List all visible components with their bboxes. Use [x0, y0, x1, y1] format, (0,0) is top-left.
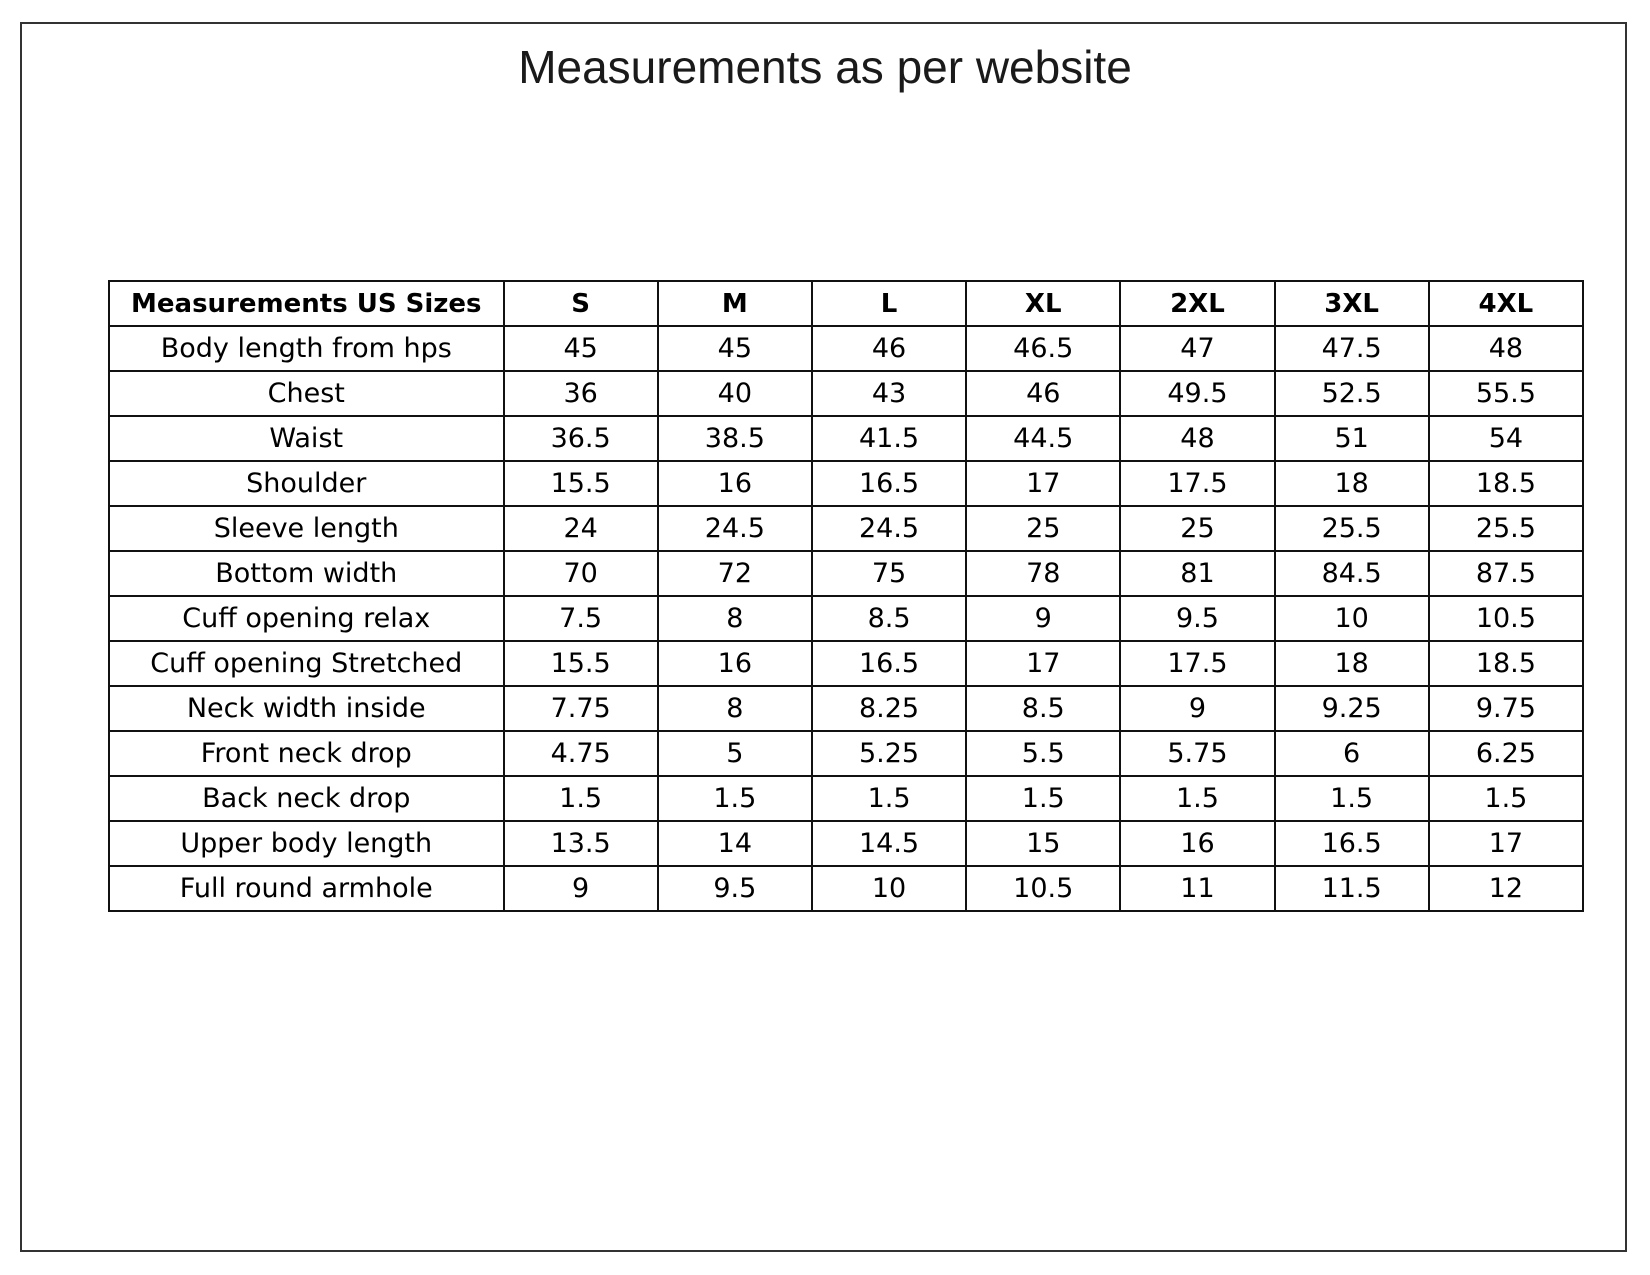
table-cell: 45 [658, 326, 812, 371]
table-cell: 46 [812, 326, 966, 371]
table-row [109, 776, 1583, 821]
table-cell: 44.5 [966, 416, 1120, 461]
table-cell: 36.5 [504, 416, 658, 461]
table-cell: 43 [812, 371, 966, 416]
table-cell: 17.5 [1120, 641, 1274, 686]
header-size-2xl: 2XL [1120, 281, 1274, 326]
table-cell: 18.5 [1429, 641, 1583, 686]
table-cell: 15.5 [504, 461, 658, 506]
table-cell: 5.25 [812, 731, 966, 776]
header-size-3xl: 3XL [1275, 281, 1429, 326]
table-cell: 9 [504, 866, 658, 911]
table-row [109, 506, 1583, 551]
header-measurements: Measurements US Sizes [109, 281, 504, 326]
table-cell: 17 [966, 461, 1120, 506]
table-row [109, 326, 1583, 371]
table-cell: 25 [1120, 506, 1274, 551]
table-cell: 8 [658, 596, 812, 641]
table-cell: 9.5 [658, 866, 812, 911]
table-cell: 5.5 [966, 731, 1120, 776]
table-cell: 10.5 [966, 866, 1120, 911]
table-cell: 16.5 [812, 461, 966, 506]
table-row [109, 596, 1583, 641]
header-size-l: L [812, 281, 966, 326]
header-size-s: S [504, 281, 658, 326]
table-cell: 1.5 [1429, 776, 1583, 821]
table-cell: 1.5 [812, 776, 966, 821]
row-label: Shoulder [109, 461, 504, 506]
table-cell: 78 [966, 551, 1120, 596]
table-cell: 52.5 [1275, 371, 1429, 416]
table-cell: 13.5 [504, 821, 658, 866]
table-cell: 41.5 [812, 416, 966, 461]
table-cell: 40 [658, 371, 812, 416]
table-cell: 5 [658, 731, 812, 776]
table-cell: 18 [1275, 641, 1429, 686]
row-label: Neck width inside [109, 686, 504, 731]
table-cell: 24.5 [658, 506, 812, 551]
table-cell: 8.25 [812, 686, 966, 731]
table-cell: 16.5 [1275, 821, 1429, 866]
table-cell: 6 [1275, 731, 1429, 776]
table-cell: 16 [658, 641, 812, 686]
table-cell: 25 [966, 506, 1120, 551]
table-cell: 9.25 [1275, 686, 1429, 731]
table-cell: 14 [658, 821, 812, 866]
table-row [109, 731, 1583, 776]
table-cell: 16 [1120, 821, 1274, 866]
table-cell: 16 [658, 461, 812, 506]
table-cell: 75 [812, 551, 966, 596]
table-cell: 24.5 [812, 506, 966, 551]
table-cell: 46 [966, 371, 1120, 416]
table-cell: 46.5 [966, 326, 1120, 371]
row-label: Cuff opening relax [109, 596, 504, 641]
table-row [109, 866, 1583, 911]
table-cell: 8.5 [812, 596, 966, 641]
table-cell: 6.25 [1429, 731, 1583, 776]
table-cell: 10 [812, 866, 966, 911]
row-label: Chest [109, 371, 504, 416]
table-cell: 51 [1275, 416, 1429, 461]
table-cell: 15.5 [504, 641, 658, 686]
table-cell: 54 [1429, 416, 1583, 461]
row-label: Front neck drop [109, 731, 504, 776]
row-label: Back neck drop [109, 776, 504, 821]
table-row [109, 416, 1583, 461]
table-cell: 12 [1429, 866, 1583, 911]
table-cell: 48 [1120, 416, 1274, 461]
table-cell: 70 [504, 551, 658, 596]
table-body [109, 326, 1583, 911]
row-label: Body length from hps [109, 326, 504, 371]
table-cell: 11 [1120, 866, 1274, 911]
table-cell: 15 [966, 821, 1120, 866]
table-cell: 9 [1120, 686, 1274, 731]
table-cell: 25.5 [1275, 506, 1429, 551]
table-cell: 17 [966, 641, 1120, 686]
table-cell: 7.75 [504, 686, 658, 731]
table-cell: 47.5 [1275, 326, 1429, 371]
header-size-xl: XL [966, 281, 1120, 326]
table-cell: 47 [1120, 326, 1274, 371]
table-cell: 84.5 [1275, 551, 1429, 596]
table-cell: 9 [966, 596, 1120, 641]
row-label: Upper body length [109, 821, 504, 866]
table-cell: 17 [1429, 821, 1583, 866]
row-label: Full round armhole [109, 866, 504, 911]
table-cell: 45 [504, 326, 658, 371]
table-row [109, 641, 1583, 686]
table-header-row [109, 281, 1583, 326]
table-cell: 1.5 [966, 776, 1120, 821]
table-cell: 14.5 [812, 821, 966, 866]
table-cell: 81 [1120, 551, 1274, 596]
table-cell: 11.5 [1275, 866, 1429, 911]
table-cell: 18 [1275, 461, 1429, 506]
table-row [109, 821, 1583, 866]
row-label: Waist [109, 416, 504, 461]
table-row [109, 551, 1583, 596]
table-cell: 16.5 [812, 641, 966, 686]
table-cell: 18.5 [1429, 461, 1583, 506]
table-cell: 72 [658, 551, 812, 596]
header-size-m: M [658, 281, 812, 326]
table-cell: 17.5 [1120, 461, 1274, 506]
table-row [109, 686, 1583, 731]
header-size-4xl: 4XL [1429, 281, 1583, 326]
table-cell: 1.5 [504, 776, 658, 821]
table-cell: 48 [1429, 326, 1583, 371]
table-cell: 24 [504, 506, 658, 551]
table-row [109, 461, 1583, 506]
table-cell: 8 [658, 686, 812, 731]
table-cell: 55.5 [1429, 371, 1583, 416]
table-cell: 5.75 [1120, 731, 1274, 776]
row-label: Sleeve length [109, 506, 504, 551]
table-cell: 87.5 [1429, 551, 1583, 596]
table-cell: 8.5 [966, 686, 1120, 731]
table-cell: 9.5 [1120, 596, 1274, 641]
table-cell: 1.5 [1275, 776, 1429, 821]
table-cell: 7.5 [504, 596, 658, 641]
table-cell: 1.5 [658, 776, 812, 821]
table-cell: 4.75 [504, 731, 658, 776]
table-cell: 10 [1275, 596, 1429, 641]
table-cell: 38.5 [658, 416, 812, 461]
table-cell: 10.5 [1429, 596, 1583, 641]
table-cell: 1.5 [1120, 776, 1274, 821]
table-cell: 9.75 [1429, 686, 1583, 731]
row-label: Bottom width [109, 551, 504, 596]
table-cell: 25.5 [1429, 506, 1583, 551]
page-title: Measurements as per website [518, 41, 1132, 93]
table-cell: 49.5 [1120, 371, 1274, 416]
size-chart-table [108, 280, 1584, 912]
table-cell: 36 [504, 371, 658, 416]
row-label: Cuff opening Stretched [109, 641, 504, 686]
table-row [109, 371, 1583, 416]
